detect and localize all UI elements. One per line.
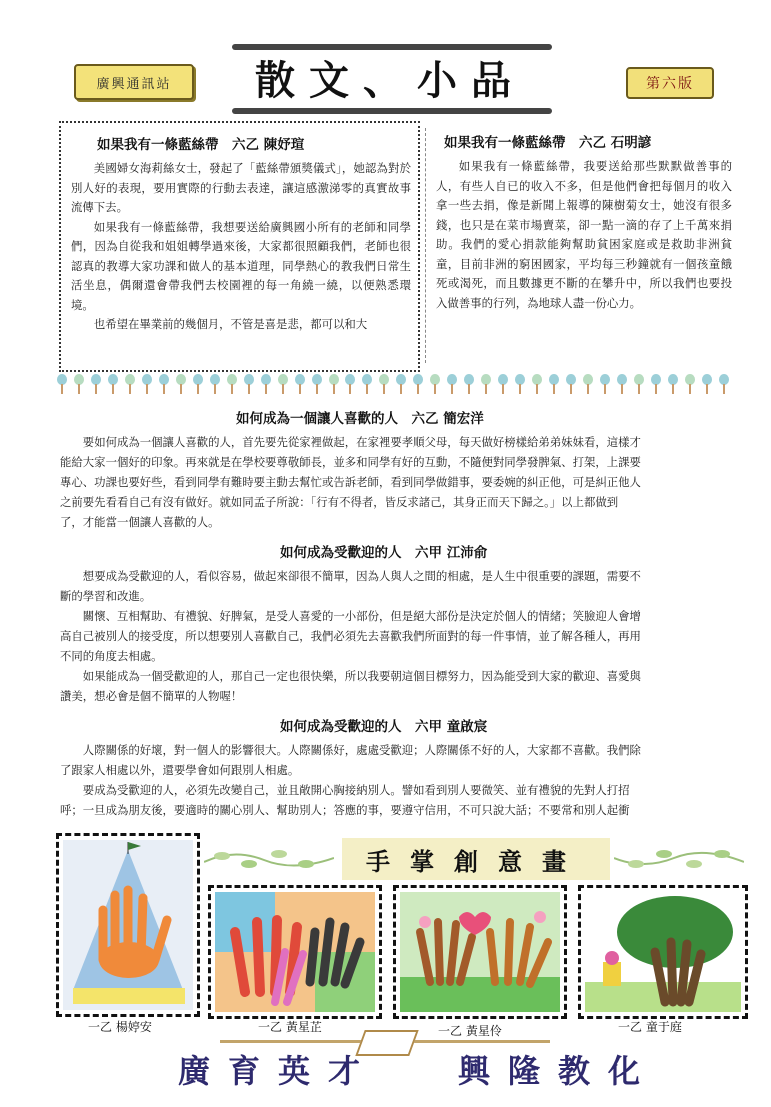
tree-hand-drawing (585, 892, 741, 1012)
tree-icon (74, 374, 84, 396)
tree-icon (651, 374, 661, 396)
tree-icon (57, 374, 67, 396)
vine-decoration-right (614, 842, 744, 876)
article3-line: 斷的學習和改進。 (60, 589, 152, 603)
tree-icon (396, 374, 406, 396)
tree-icon (244, 374, 254, 396)
article2-line: 要如何成為一個讓人喜歡的人，首先要先從家裡做起，在家裡要孝順父母，每天做好榜樣給弟弟妹妹看，這樣才 (82, 435, 641, 449)
tree-icon (91, 374, 101, 396)
left-article-paragraph-1: 美國婦女海莉絲女士，發起了「藍絲帶頒獎儀式」，她認為對於別人好的表現，要用實際的行動去表達，讓這感激涕零的真實故事流傳下去。 (71, 161, 411, 214)
artwork-2 (208, 885, 382, 1019)
article3-line: 如果能成為一個受歡迎的人，那自己一定也很快樂，所以我要朝這個目標努力，因為能受到大家的歡迎、喜愛與 (82, 669, 641, 683)
left-article-paragraph-3: 也希望在畢業前的幾個月，不管是喜是悲，都可以和大 (93, 317, 368, 331)
article2-line: 專心、功課也要好些，看到同學有難時要主動去幫忙或告訴老師，看到同學做錯事，要委婉的糾正他，可是糾正他人 (60, 475, 641, 489)
tree-icon (413, 374, 423, 396)
tree-icon (159, 374, 169, 396)
artwork-4-caption: 一乙 童于庭 (618, 1020, 682, 1034)
tree-icon (312, 374, 322, 396)
artwork-3-caption: 一乙 黃星伶 (438, 1024, 502, 1038)
column-divider (425, 128, 426, 363)
tree-icon (142, 374, 152, 396)
edition-badge: 第六版 (626, 67, 714, 99)
tree-icon (295, 374, 305, 396)
tree-icon (583, 374, 593, 396)
tree-icon (617, 374, 627, 396)
tree-icon (719, 374, 729, 396)
tree-icon (566, 374, 576, 396)
tree-icon (634, 374, 644, 396)
article2-line: 能給大家一個好的印象。再來就是在學校要尊敬師長，並多和同學有好的互動，不隨便對同學發脾氣、打架，上課要 (60, 455, 641, 469)
tree-icon (447, 374, 457, 396)
tree-divider (57, 366, 729, 396)
artwork-4 (578, 885, 748, 1019)
article3-title: 如何成為受歡迎的人 六甲 江沛俞 (280, 545, 488, 561)
left-article-title: 如果我有一條藍絲帶 六乙 陳妤瑄 (97, 137, 305, 153)
article3-body (60, 566, 720, 706)
vine-decoration-left (204, 842, 334, 876)
article4-title: 如何成為受歡迎的人 六甲 童啟宸 (280, 719, 488, 735)
article4-body (60, 740, 720, 820)
article2-line: 了，才能當一個讓人喜歡的人。 (60, 515, 220, 529)
article3-line: 高自己被別人的接受度，所以想要別人喜歡自己，我們必須先去喜歡我們所面對的每一件事情，並了解各種人，再用 (60, 629, 641, 643)
page-title: 散文、小品 (255, 56, 525, 104)
tree-icon (515, 374, 525, 396)
tree-icon (532, 374, 542, 396)
article3-line: 想要成為受歡迎的人，看似容易，做起來卻很不簡單，因為人與人之間的相處，是人生中很重要的課題，需要不 (82, 569, 641, 583)
article2-title: 如何成為一個讓人喜歡的人 六乙 簡宏洋 (236, 411, 484, 427)
article3-line: 關懷、互相幫助、有禮貌、好脾氣，是受人喜愛的一小部份，但是絕大部份是決定於個人的情緒；笑臉迎人會增 (82, 609, 641, 623)
tree-icon (261, 374, 271, 396)
tree-icon (329, 374, 339, 396)
tree-icon (379, 374, 389, 396)
footer-motto-right: 興隆教化 (458, 1052, 659, 1090)
left-article-paragraph-2: 如果我有一條藍絲帶，我想要送給廣興國小所有的老師和同學們，因為自從我和姐姐轉學過來後，大家都很照顧我們，老師也很認真的教導大家功課和做人的基本道理，同學熱心的教我們日常生活坐息，偶爾還會帶我們去校園裡的每一角繞一繞，以便熟悉環境。 (71, 219, 411, 312)
article4-line: 呼；一旦成為朋友後，要適時的關心別人、幫助別人；答應的事，要遵守信用，不可只說大話；不要常和別人起衝 (60, 803, 630, 817)
tree-icon (549, 374, 559, 396)
tree-icon (108, 374, 118, 396)
right-article-paragraph-1: 如果我有一條藍絲帶，我要送給那些默默做善事的人，有些人自已的收入不多，但是他們會把每個月的收入拿一些去捐，像是新聞上報導的陳樹菊女士，她沒有很多錢，也只是在菜市場賣菜，卻一點一滴的存了上千萬來捐助。我們的愛心捐款能夠幫助貧困家庭或是救助非洲貧童，目前非洲的窮困國家，平均每三秒鐘就有一個孩童餓死或渴死，而且數據更不斷的在攀升中，所以我們也要投入做善事的行列，為地球人盡一份心力。 (436, 159, 732, 310)
artwork-2-caption: 一乙 黃星芷 (258, 1020, 322, 1034)
tree-icon (464, 374, 474, 396)
article2-body (60, 432, 720, 532)
tree-icon (498, 374, 508, 396)
article4-line: 人際關係的好壞，對一個人的影響很大。人際關係好，處處受歡迎；人際關係不好的人，大家都不喜歡。我們除 (82, 743, 641, 757)
article4-line: 了跟家人相處以外，還要學會如何跟別人相處。 (60, 763, 300, 777)
tree-icon (227, 374, 237, 396)
left-article-box (59, 121, 420, 372)
title-scroll-bottom (232, 108, 552, 114)
sailboat-hand-drawing (63, 840, 193, 1010)
tree-icon (685, 374, 695, 396)
artwork-1-caption: 一乙 楊婷安 (88, 1020, 152, 1034)
tree-icon (176, 374, 186, 396)
article3-line: 讚美，想必會是個不簡單的人物喔！ (60, 689, 243, 703)
hand-trees-drawing (400, 892, 560, 1012)
tree-icon (600, 374, 610, 396)
tree-icon (481, 374, 491, 396)
right-article-title: 如果我有一條藍絲帶 六乙 石明諺 (444, 135, 652, 151)
gallery-title: 手掌創意畫 (342, 838, 610, 880)
artwork-3 (393, 885, 567, 1019)
artwork-1 (56, 833, 200, 1017)
tree-icon (702, 374, 712, 396)
article4-line: 要成為受歡迎的人，必須先改變自己，並且敞開心胸接納別人。譬如看到別人要微笑、並有禮貌的先對人打招 (82, 783, 630, 797)
tree-icon (210, 374, 220, 396)
tree-icon (193, 374, 203, 396)
tree-icon (362, 374, 372, 396)
article2-line: 之前要先看看自己有沒有做好。就如同孟子所說：「行有不得者，皆反求諸己，其身正而天下歸之。」以上都做到 (60, 495, 619, 509)
tree-icon (278, 374, 288, 396)
tree-icon (668, 374, 678, 396)
colorful-hands-drawing (215, 892, 375, 1012)
article3-line: 不同的角度去相處。 (60, 649, 163, 663)
newsletter-badge: 廣興通訊站 (74, 64, 194, 100)
tree-icon (430, 374, 440, 396)
tree-icon (345, 374, 355, 396)
footer-motto-left: 廣育英才 (178, 1052, 379, 1090)
right-article (436, 121, 736, 368)
tree-icon (125, 374, 135, 396)
